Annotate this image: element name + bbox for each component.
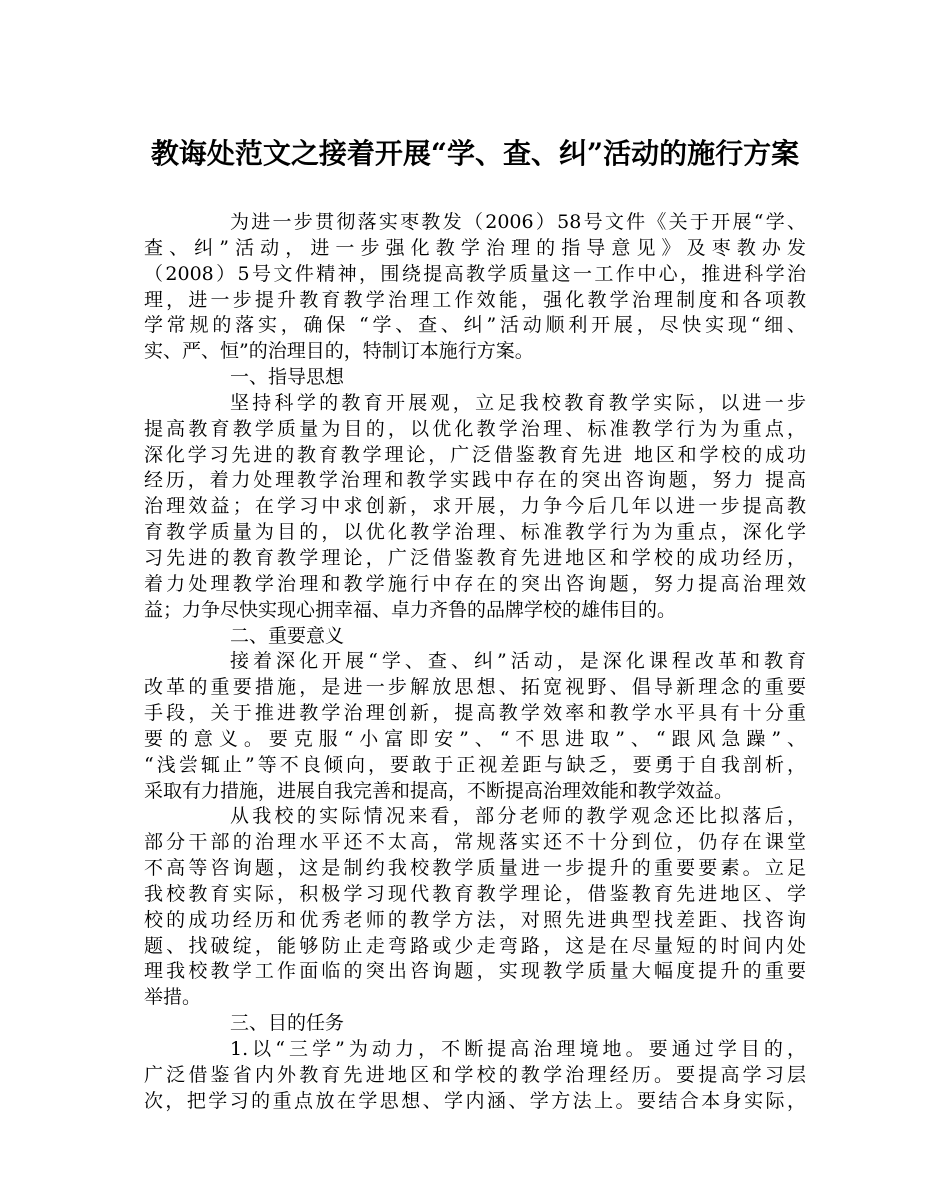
text-line: 广泛借鉴省内外教育先进地区和学校的教学治理经历。要提高学习层	[144, 1063, 806, 1086]
text-line: 二、重要意义	[230, 624, 345, 647]
text-line: 1.以“三学”为动力，不断提高治理境地。要通过学目的，	[230, 1038, 806, 1060]
document-body	[144, 210, 806, 1115]
text-line: 校的成功经历和优秀老师的教学方法，对照先进典型找差距、找咨询	[144, 908, 806, 931]
text-line: 深化学习先进的教育教学理论，广泛借鉴教育先进 地区和学校的成功	[144, 443, 806, 466]
text-line: 从我校的实际情况来看，部分老师的教学观念还比拟落后，	[230, 805, 806, 828]
text-line: 着力处理教学治理和教学施行中存在的突出咨询题，努力提高治理效	[144, 572, 806, 595]
text-line: 举措。	[144, 986, 202, 1009]
text-line: 学常规的落实，确保 “学、查、纠”活动顺利开展，尽快实现“细、	[144, 314, 806, 337]
document-title: 教诲处范文之接着开展“学、查、纠”活动的施行方案	[150, 137, 800, 170]
text-line: 次，把学习的重点放在学思想、学内涵、学方法上。要结合本身实际，	[144, 1089, 806, 1112]
text-line: 部分干部的治理水平还不太高，常规落实还不十分到位，仍存在课堂	[144, 831, 806, 854]
text-line: 实、严、恒”的治理目的，特制订本施行方案。	[144, 340, 534, 363]
text-line: 提高教育教学质量为目的，以优化教学治理、标准教学行为为重点，	[144, 417, 806, 440]
text-line: 治理效益；在学习中求创新，求开展，力争今后几年以进一步提高教	[144, 495, 806, 518]
text-line: 育教学质量为目的，以优化教学治理、标准教学行为为重点，深化学	[144, 521, 806, 544]
text-line: 手段，关于推进教学治理创新，提高教学效率和教学水平具有十分重	[144, 702, 806, 725]
text-line: “浅尝辄止”等不良倾向，要敢于正视差距与缺乏，要勇于自我剖析，	[144, 753, 806, 776]
text-line: 益；力争尽快实现心拥幸福、卓力齐鲁的品牌学校的雄伟目的。	[144, 598, 677, 621]
text-line: 理，进一步提升教育教学治理工作效能，强化教学治理制度和各项教	[144, 288, 806, 311]
text-line: 接着深化开展“学、查、纠”活动，是深化课程改革和教育	[230, 650, 806, 673]
text-line: 一、指导思想	[230, 366, 345, 389]
text-line: 不高等咨询题，这是制约我校教学质量进一步提升的重要要素。立足	[144, 857, 806, 880]
text-line: 习先进的教育教学理论，广泛借鉴教育先进地区和学校的成功经历，	[144, 546, 806, 569]
text-line: 改革的重要措施，是进一步解放思想、拓宽视野、倡导新理念的重要	[144, 676, 806, 699]
text-line: 坚持科学的教育开展观，立足我校教育教学实际，以进一步	[230, 391, 806, 414]
text-line: 为进一步贯彻落实枣教发（2006）58号文件《关于开展“学、	[230, 211, 806, 233]
text-line: （2008）5号文件精神，围绕提高教学质量这一工作中心，推进科学治	[144, 262, 806, 285]
text-line: 我校教育实际，积极学习现代教育教学理论，借鉴教育先进地区、学	[144, 882, 806, 905]
text-line: 经历，着力处理教学治理和教学实践中存在的突出咨询题，努力 提高	[144, 469, 806, 492]
text-line: 三、目的任务	[230, 1012, 345, 1035]
text-line: 查、纠”活动，进一步强化教学治理的指导意见》及枣教办发	[144, 236, 806, 259]
text-line: 要的意义。要克服“小富即安”、“不思进取”、“跟风急躁”、	[144, 727, 806, 750]
text-line: 理我校教学工作面临的突出咨询题，实现教学质量大幅度提升的重要	[144, 960, 806, 983]
text-line: 题、找破绽，能够防止走弯路或少走弯路，这是在尽量短的时间内处	[144, 934, 806, 957]
text-line: 采取有力措施，进展自我完善和提高，不断提高治理效能和教学效益。	[144, 779, 734, 802]
